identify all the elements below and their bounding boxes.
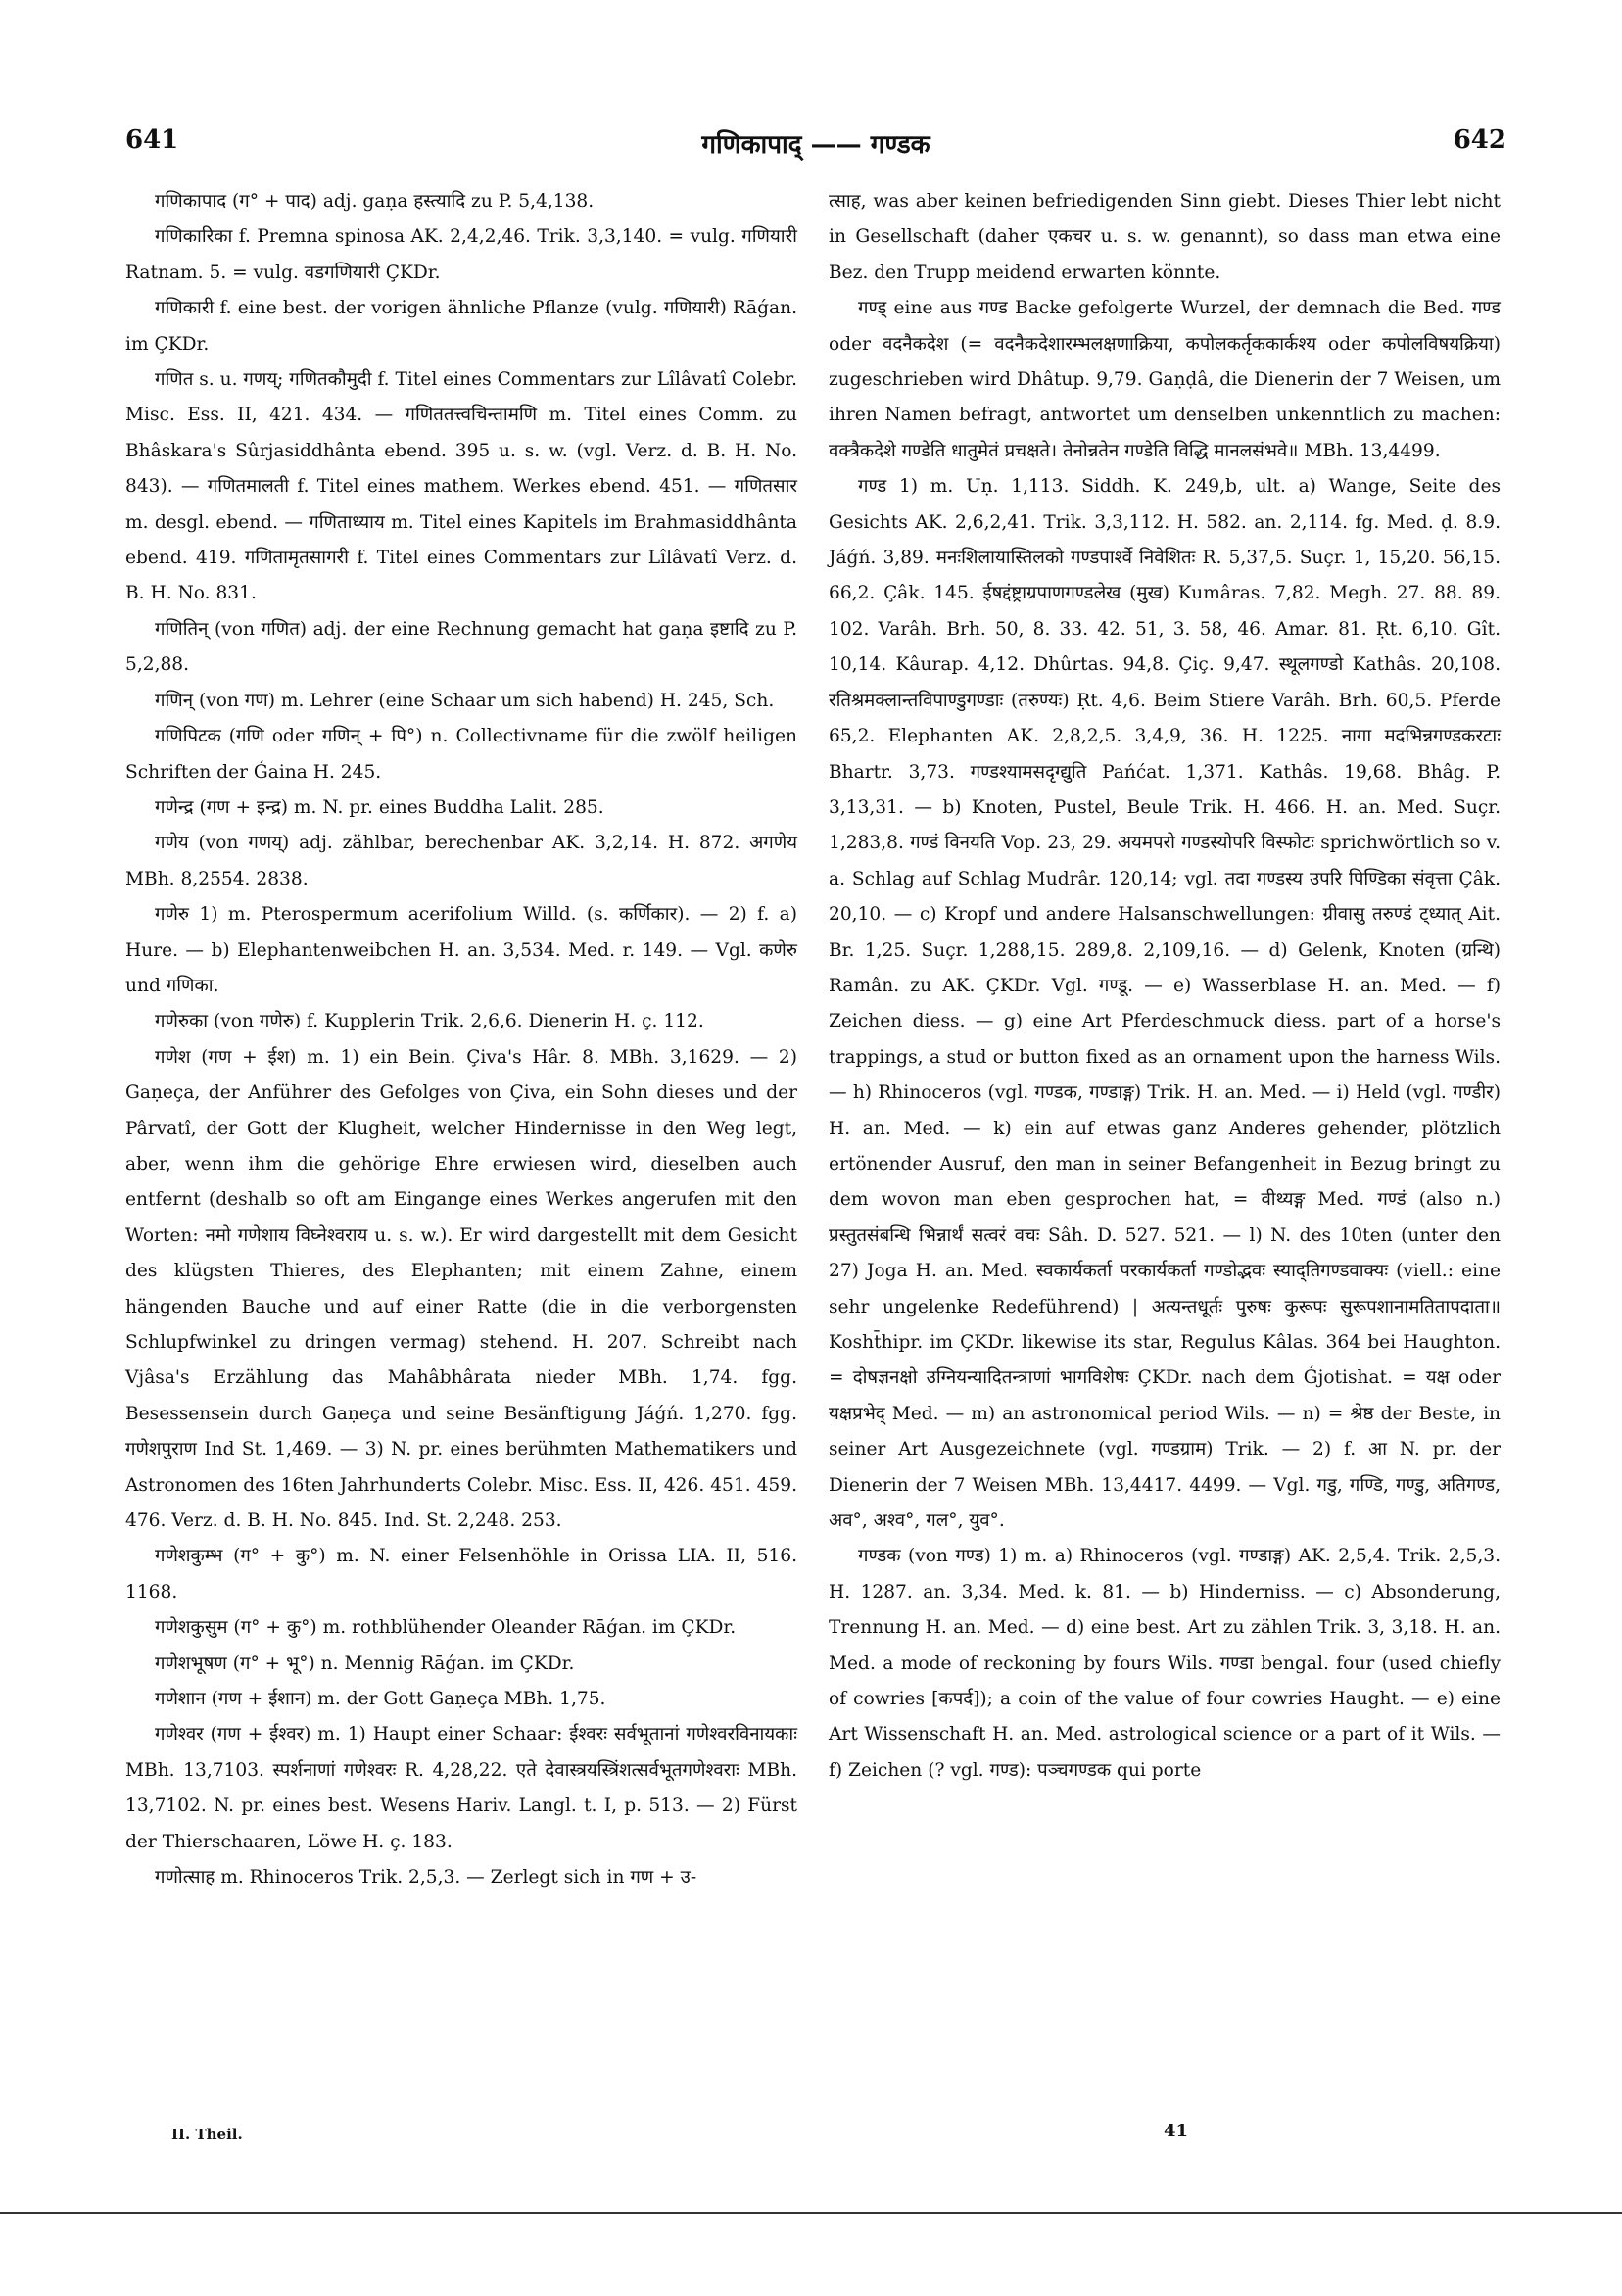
dictionary-entry: गणित s. u. गणय्; गणितकौमुदी f. Titel eines Commentars zur Lîlâvatî Colebr. Misc. Ess. II, 421. 434. — गणिततत्त्वचिन्तामणि m. Titel eines Comm. zu Bhâskara's Sûrjasiddhânta ebend. 395 u. s. w. (vgl. Verz. d. B. H. No. 843). — गणितमालती f. Titel eines mathem. Werkes ebend. 451. — गणितसार m. desgl. ebend. — गणिताध्याय m. Titel eines Kapitels im Brahmasiddhânta ebend. 419. गणितामृतसागरी f. Titel eines Commentars zur Lîlâvatî Verz. d. B. H. No. 831.: [125, 369, 797, 604]
dictionary-entry: गणेय (von गणय्) adj. zählbar, berechenbar AK. 3,2,14. H. 872. अगणेय MBh. 8,2554. 2838.: [125, 833, 797, 889]
dictionary-entry: गणिकारी f. eine best. der vorigen ähnliche Pflanze (vulg. गणियारी) Rāǵan. im ÇKDr.: [125, 298, 797, 355]
dictionary-entry: गण्डक (von गण्ड) 1) m. a) Rhinoceros (vgl. गण्डाङ्ग) AK. 2,5,4. Trik. 2,5,3. H. 1287. an. 3,34. Med. k. 81. — b) Hinderniss. — c) Absonderung, Trennung H. an. Med. — d) eine best. Art zu zählen Trik. 3, 3,18. H. an. Med. a mode of reckoning by fours Wils. गण्डा bengal. four (used chiefly of cowries [कपर्द]); a coin of the value of four cowries Haught. — e) eine Art Wissenschaft H. an. Med. astrological science or a part of it Wils. — f) Zeichen (? vgl. गण्ड): पञ्चगण्डक qui porte: [829, 1546, 1501, 1781]
dictionary-entry: गणेश (गण + ईश) m. 1) ein Bein. Çiva's Hâr. 8. MBh. 3,1629. — 2) Gaṇeça, der Anführer des Gefolges von Çiva, ein Sohn dieses und der Pârvatî, der Gott der Klugheit, welcher Hindernisse in den Weg legt, aber, wenn ihm die gehörige Ehre erwiesen wird, dieselben auch entfernt (deshalb so oft am Eingange eines Werkes angerufen mit den Worten: नमो गणेशाय विघ्नेश्वराय u. s. w.). Er wird dargestellt mit dem Gesicht des klügsten Thieres, des Elephanten; mit einem Zahne, einem hängenden Bauche und auf einer Ratte (die in die verborgensten Schlupfwinkel zu dringen vermag) stehend. H. 207. Schreibt nach Vjâsa's Erzählung das Mahâbhârata nieder MBh. 1,74. fgg. Besessensein durch Gaṇeça und seine Besänftigung Jáǵń. 1,270. fgg. गणेशपुराण Ind St. 1,469. — 3) N. pr. eines berühmten Mathematikers und Astronomen des 16ten Jahrhunderts Colebr. Misc. Ess. II, 426. 451. 459. 476. Verz. d. B. H. No. 845. Ind. St. 2,248. 253.: [125, 1046, 797, 1532]
dictionary-entry: गणेन्द्र (गण + इन्द्र) m. N. pr. eines Buddha Lalit. 285.: [155, 796, 604, 818]
dictionary-entry: गणिकापाद (ग° + पाद) adj. gaṇa हस्त्यादि zu P. 5,4,138.: [155, 191, 595, 212]
dictionary-entry: गणेशभूषण (ग° + भू°) n. Mennig Rāǵan. im ÇKDr.: [155, 1652, 575, 1674]
dictionary-entry: गणेशकुसुम (ग° + कु°) m. rothblühender Oleander Rāǵan. im ÇKDr.: [155, 1617, 737, 1639]
page-number-right: 642: [1453, 125, 1506, 155]
dictionary-entry: गणेशकुम्भ (ग° + कु°) m. N. einer Felsenhöhle in Orissa LIA. II, 516. 1168.: [125, 1546, 797, 1602]
left-column: [125, 184, 797, 1896]
dictionary-entry: गणेरु 1) m. Pterospermum acerifolium Willd. (s. कर्णिकार). — 2) f. a) Hure. — b) Elephantenweibchen H. an. 3,534. Med. r. 149. — Vgl. कणेरु und गणिका.: [125, 904, 797, 996]
right-column: [829, 184, 1501, 1789]
dictionary-entry: गणिकारिका f. Premna spinosa AK. 2,4,2,46. Trik. 3,3,140. = vulg. गणियारी Ratnam. 5. = vulg. वडगणियारी ÇKDr.: [125, 226, 797, 283]
dictionary-entry: गणिन् (von गण) m. Lehrer (eine Schaar um sich habend) H. 245, Sch.: [155, 690, 775, 711]
bottom-rule: [0, 2212, 1622, 2214]
page-header: [125, 125, 1506, 168]
dictionary-entry: गणोत्साह m. Rhinoceros Trik. 2,5,3. — Zerlegt sich in गण + उ-: [155, 1867, 697, 1889]
dictionary-entry: गणिपिटक (गणि oder गणिन् + पि°) n. Collectivname für die zwölf heiligen Schriften der Ǵaina H. 245.: [125, 726, 797, 783]
dictionary-entry: गणितिन् (von गणित) adj. der eine Rechnung gemacht hat gaṇa इष्टादि zu P. 5,2,88.: [125, 618, 797, 676]
page-number-left: 641: [125, 125, 179, 155]
dictionary-entry: गणेरुका (von गणेरु) f. Kupplerin Trik. 2,6,6. Dienerin H. ç. 112.: [155, 1011, 704, 1032]
dictionary-entry: गणेशान (गण + ईशान) m. der Gott Gaṇeça MBh. 1,75.: [155, 1689, 606, 1710]
signature-mark: 41: [1164, 2121, 1189, 2141]
running-title: गणिकापाद् —— गण्डक: [701, 130, 930, 160]
volume-mark: II. Theil.: [171, 2126, 243, 2143]
dictionary-entry: गण्ड 1) m. Uṇ. 1,113. Siddh. K. 249,b, ult. a) Wange, Seite des Gesichts AK. 2,6,2,41. Trik. 3,3,112. H. 582. an. 2,114. fg. Med. ḍ. 8.9. Jáǵń. 3,89. मनःशिलायास्तिलको गण्डपार्श्वे निवेशितः R. 5,37,5. Suçr. 1, 15,20. 56,15. 66,2. Çâk. 145. ईषद्दंष्ट्राग्रपाणगण्डलेख (मुख) Kumâras. 7,82. Megh. 27. 88. 89. 102. Varâh. Brh. 50, 8. 33. 42. 51, 3. 58, 46. Amar. 81. Ṛt. 6,10. Gît. 10,14. Kâurap. 4,12. Dhûrtas. 94,8. Çiç. 9,47. स्थूलगण्डो Kathâs. 20,108. रतिश्रमक्लान्तविपाण्डुगण्डाः (तरुण्यः) Ṛt. 4,6. Beim Stiere Varâh. Brh. 60,5. Pferde 65,2. Elephanten AK. 2,8,2,5. 3,4,9, 36. H. 1225. नागा मदभिन्नगण्डकरटाः Bhartr. 3,73. गण्डश्यामसदृग्द्युति Pańćat. 1,371. Kathâs. 19,68. Bhâg. P. 3,13,31. — b) Knoten, Pustel, Beule Trik. H. 466. H. an. Med. Suçr. 1,283,8. गण्डं विनयति Vop. 23, 29. अयमपरो गण्डस्योपरि विस्फोटः sprichwörtlich so v. a. Schlag auf Schlag Mudrâr. 120,14; vgl. तदा गण्डस्य उपरि पिण्डिका संवृत्ता Çâk. 20,10. — c) Kropf und andere Halsanschwellungen: ग्रीवासु तरुण्डं ट्ध्यात् Ait. Br. 1,25. Suçr. 1,288,15. 289,8. 2,109,16. — d) Gelenk, Knoten (ग्रन्थि) Ramân. zu AK. ÇKDr. Vgl. गण्डू. — e) Wasserblase H. an. Med. — f) Zeichen diess. — g) eine Art Pferdeschmuck diess. part of a horse's trappings, a stud or button fixed as an ornament upon the harness Wils. — h) Rhinoceros (vgl. गण्डक, गण्डाङ्ग) Trik. H. an. Med. — i) Held (vgl. गण्डीर) H. an. Med. — k) ein auf etwas ganz Anderes gehender, plötzlich ertönender Ausruf, den man in seiner Befangenheit in Bezug bringt zu dem wovon man eben gesprochen hat, = वीथ्यङ्ग Med. गण्डं (also n.) प्रस्तुतसंबन्धि भिन्नार्थं सत्वरं वचः Sâh. D. 527. 521. — l) N. des 10ten (unter den 27) Joga H. an. Med. स्वकार्यकर्ता परकार्यकर्ता गण्डोद्भवः स्याद्तिगण्डवाक्यः (viell.: eine sehr ungelenke Redeführend) | अत्यन्तधूर्तः पुरुषः कुरूपः सुरूपशानामतितापदाता॥ Kosht̄hipr. im ÇKDr. likewise its star, Regulus Kâlas. 364 bei Haughton. = दोषज्ञनक्षो उग्नियन्यादितन्त्राणां भागविशेषः ÇKDr. nach dem Ǵjotishat. = यक्ष oder यक्षप्रभेद् Med. — m) an astronomical period Wils. — n) = श्रेष्ठ der Beste, in seiner Art Ausgezeichnete (vgl. गण्डग्राम) Trik. — 2) f. आ N. pr. der Dienerin der 7 Weisen MBh. 13,4417. 4499. — Vgl. गडु, गण्डि, गण्डु, अतिगण्ड, अव°, अश्व°, गल°, युव°.: [829, 476, 1501, 1532]
dictionary-entry: गणेश्वर (गण + ईश्वर) m. 1) Haupt einer Schaar: ईश्वरः सर्वभूतानां गणेश्वरविनायकाः MBh. 13,7103. स्पर्शनाणां गणेश्वरः R. 4,28,22. एते देवास्त्रयस्त्रिंशत्सर्वभूतगणेश्वराः MBh. 13,7102. N. pr. eines best. Wesens Hariv. Langl. t. I, p. 513. — 2) Fürst der Thierschaaren, Löwe H. ç. 183.: [125, 1724, 797, 1852]
dictionary-entry-continuation: त्साह, was aber keinen befriedigenden Sinn giebt. Dieses Thier lebt nicht in Gesellschaft (daher एकचर u. s. w. genannt), so dass man etwa eine Bez. den Trupp meidend erwarten könnte.: [829, 191, 1501, 283]
dictionary-entry: गण्ड् eine aus गण्ड Backe gefolgerte Wurzel, der demnach die Bed. गण्ड oder वदनैकदेश (= वदनैकदेशारम्भलक्षणाक्रिया, कपोलकर्तृककार्कश्य oder कपोलविषयक्रिया) zugeschrieben wird Dhâtup. 9,79. Gaṇḍâ, die Dienerin der 7 Weisen, um ihren Namen befragt, antwortet um denselben unkenntlich zu machen: वक्त्रैकदेशे गण्डेति धातुमेतं प्रचक्षते। तेनोन्नतेन गण्डेति विद्धि मानलसंभवे॥ MBh. 13,4499.: [829, 298, 1501, 461]
